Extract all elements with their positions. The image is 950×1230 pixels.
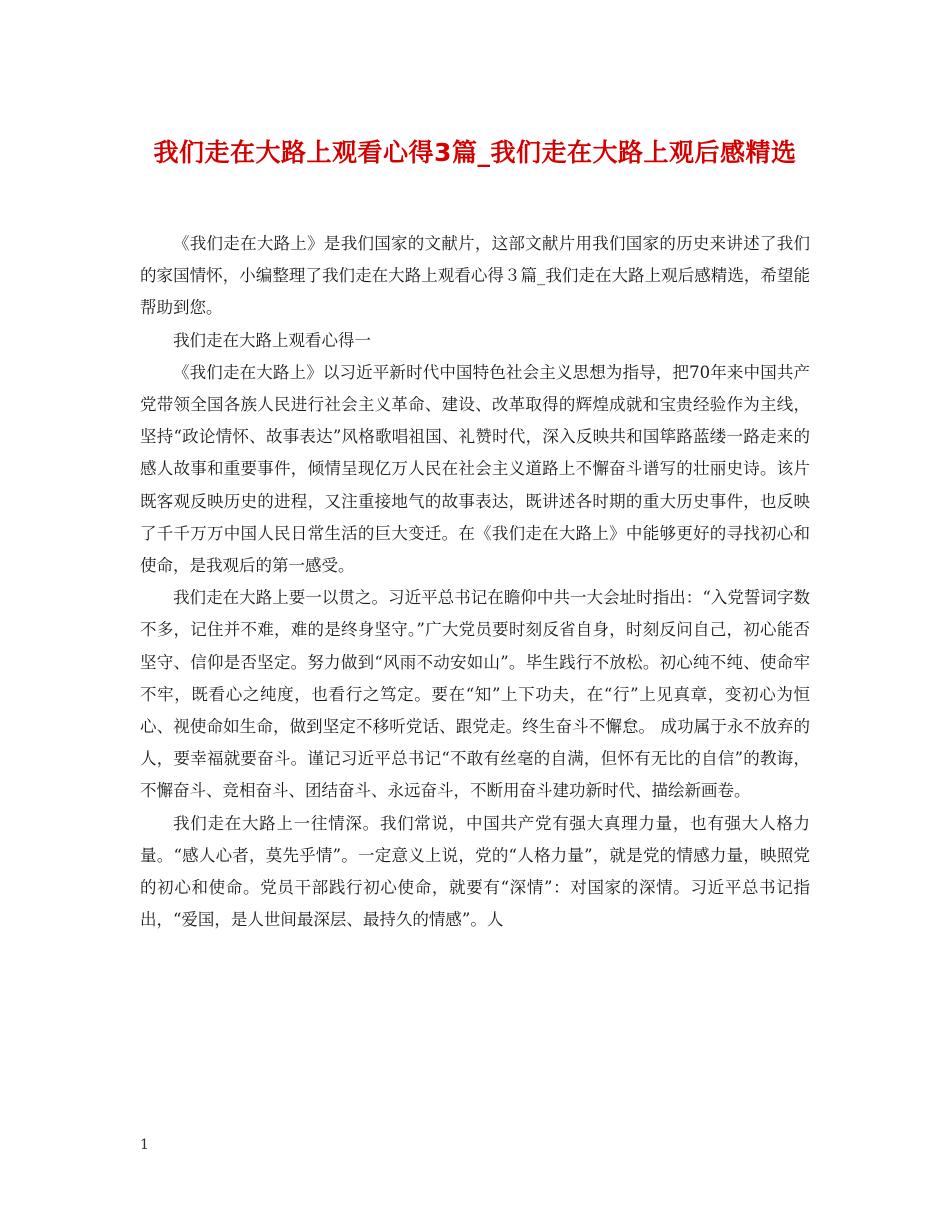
section-heading: 我们走在大路上观看心得一 (173, 330, 371, 350)
page-number: 1 (140, 1137, 149, 1153)
body-paragraph: 我们走在大路上一往情深。我们常说，中国共产党有强大真理力量，也有强大人格力量。“感人心者，莫先乎情”。一定意义上说，党的“人格力量”，就是党的情感力量，映照党的初心和使命。党员干部践行初心使命，就要有“深情”：对国家的深情。习近平总书记指出，“爱国，是人世间最深层、最持久的情感”。人 (140, 813, 810, 930)
body-paragraph: 我们走在大路上要一以贯之。习近平总书记在瞻仰中共一大会址时指出：“入党誓词字数不多，记住并不难，难的是终身坚守。”广大党员要时刻反省自身，时刻反问自己，初心能否坚守、信仰是否坚定。努力做到“风雨不动安如山”。毕生践行不放松。初心纯不纯、使命牢不牢，既看心之纯度，也看行之笃定。要在“知”上下功夫，在“行”上见真章，变初心为恒心、视使命如生命，做到坚定不移听党话、跟党走。终生奋斗不懈怠。 成功属于永不放弃的人，要幸福就要奋斗。谨记习近平总书记“不敢有丝毫的自满，但怀有无比的自信”的教诲，不懈奋斗、竞相奋斗、团结奋斗、永远奋斗，不断用奋斗建功新时代、描绘新画卷。 (140, 588, 810, 801)
document-body (140, 228, 810, 936)
body-paragraph: 《我们走在大路上》以习近平新时代中国特色社会主义思想为指导，把70年来中国共产党带领全国各族人民进行社会主义革命、建设、改革取得的辉煌成就和宝贵经验作为主线，坚持“政论情怀、故事表达”风格歌唱祖国、礼赞时代，深入反映共和国筚路蓝缕一路走来的感人故事和重要事件，倾情呈现亿万人民在社会主义道路上不懈奋斗谱写的壮丽史诗。该片既客观反映历史的进程，又注重接地气的故事表达，既讲述各时期的重大历史事件，也反映了千千万万中国人民日常生活的巨大变迁。在《我们走在大路上》中能够更好的寻找初心和使命，是我观后的第一感受。 (140, 362, 810, 576)
intro-paragraph: 《我们走在大路上》是我们国家的文献片，这部文献片用我们国家的历史来讲述了我们的家国情怀，小编整理了我们走在大路上观看心得３篇_我们走在大路上观后感精选，希望能帮助到您。 (140, 234, 810, 318)
page-title: 我们走在大路上观看心得3篇_我们走在大路上观后感精选 (153, 138, 797, 167)
